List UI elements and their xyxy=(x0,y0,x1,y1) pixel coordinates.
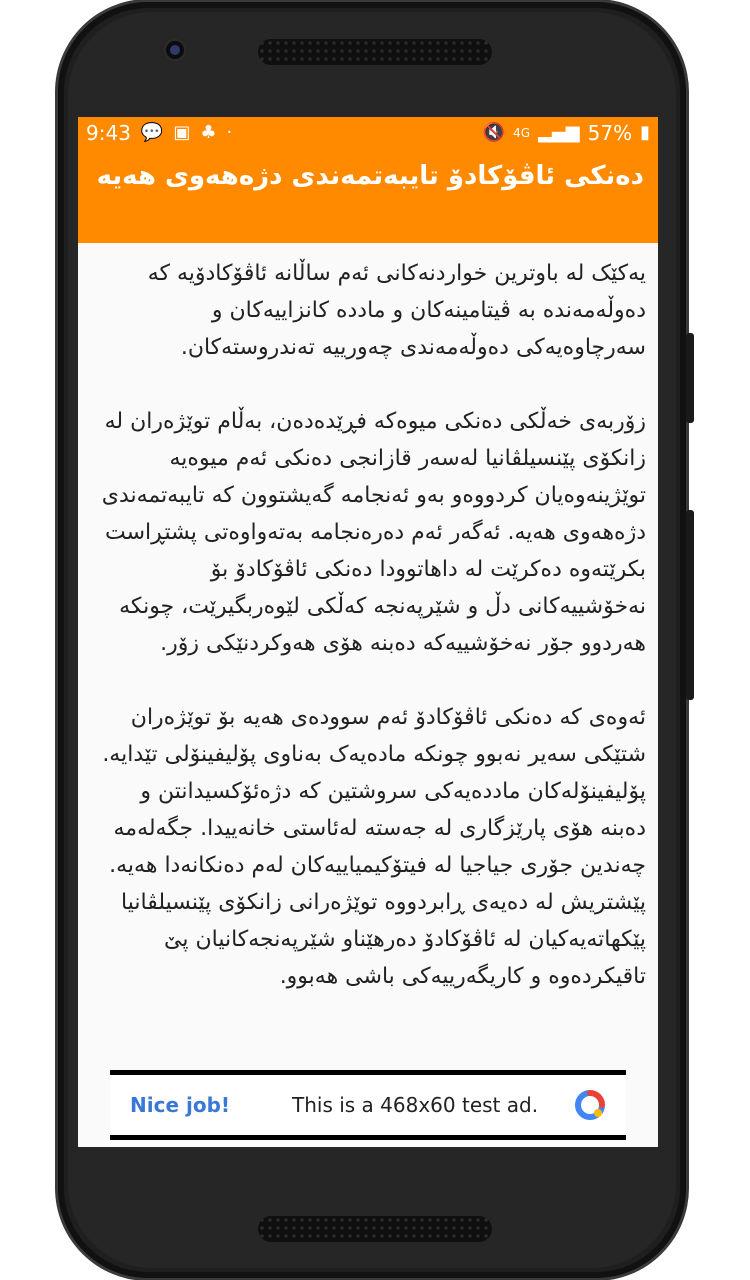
status-time: 9:43 xyxy=(86,121,131,145)
app-bar xyxy=(78,149,658,243)
image-notification-icon: ▣ xyxy=(173,122,191,143)
power-button xyxy=(686,510,694,700)
article-body xyxy=(78,243,658,995)
status-bar xyxy=(78,117,658,149)
article-paragraph: ئەوەی کە دەنکی ئاڤۆکادۆ ئەم سوودەی هەیە بۆ توێژەران شتێکی سەیر نەبوو چونکە مادەیەک بەناوی پۆلیفینۆلی تێدایە. پۆلیفینۆلەکان ماددەیەکی سروشتین کە دژەئۆکسیدانتن و دەبنە هۆی پارێزگاری لە جەستە لەئاستی خانەییدا. جگەلەمە چەندین جۆری جیاجیا لە فیتۆکیمیاییەکان لەم دەنکانەدا هەیە. پێشتریش لە دەیەی ڕابردووە توێژەرانی زانکۆی پێنسیلڤانیا پێکهاتەیەکیان لە ئاڤۆکادۆ دەرهێناو شێرپەنجەکانیان پێ تاقیکردەوە و کاریگەرییەکی باشی هەبوو. xyxy=(102,705,646,989)
page-title: دەنکی ئاڤۆکادۆ تایبەتمەندی دژەهەوی هەیە xyxy=(96,161,644,191)
bottom-speaker xyxy=(258,1216,492,1242)
article-paragraph: یەکێک لە باوترین خواردنەکانی ئەم ساڵانە ئاڤۆکادۆیە کە دەوڵەمەندە بە ڤیتامینەکان و مادده کانزاییەکان و سەرچاوەیەکی دەوڵەمەندی چەورییە تەندروستەکان. xyxy=(147,261,646,360)
signal-icon: ▂▄▆ xyxy=(538,122,580,143)
ad-banner[interactable] xyxy=(110,1070,626,1140)
screen xyxy=(78,117,658,1147)
battery-icon: ▮ xyxy=(640,122,650,143)
bug-notification-icon: ♣ xyxy=(200,122,217,143)
ad-headline: Nice job! xyxy=(130,1093,231,1117)
network-type-icon: 4G xyxy=(513,126,531,140)
dot-icon: · xyxy=(226,122,233,143)
chat-notification-icon: 💬 xyxy=(140,122,164,143)
front-camera xyxy=(163,38,187,62)
article-scroll-area[interactable] xyxy=(78,243,658,1073)
earpiece-speaker xyxy=(258,39,492,65)
mute-icon: 🔇 xyxy=(482,122,506,143)
battery-percent: 57% xyxy=(587,121,633,145)
ad-choices-icon[interactable] xyxy=(574,1089,606,1121)
ad-text: This is a 468x60 test ad. xyxy=(292,1093,539,1117)
volume-button xyxy=(686,333,694,423)
article-paragraph: زۆربەی خەڵکی دەنکی میوەکە فڕێدەدەن، بەڵام توێژەران لە زانکۆی پێنسیلڤانیا لەسەر قازانجی دەنکی ئەم میوەیە توێژینەوەیان کردووەو بەو ئەنجامە گەیشتوون کە تایبەتمەندی دژەهەوی هەیە. ئەگەر ئەم دەرەنجامە بەتەواوەتی پشتڕاست بکرێتەوە دەکرێت لە داهاتوودا دەنکی ئاڤۆکادۆ بۆ نەخۆشییەکانی دڵ و شێرپەنجە کەڵکی لێوەربگیرێت، چونکە هەردوو جۆر نەخۆشییەکە دەبنە هۆی هەوکردنێکی زۆر. xyxy=(101,409,646,656)
